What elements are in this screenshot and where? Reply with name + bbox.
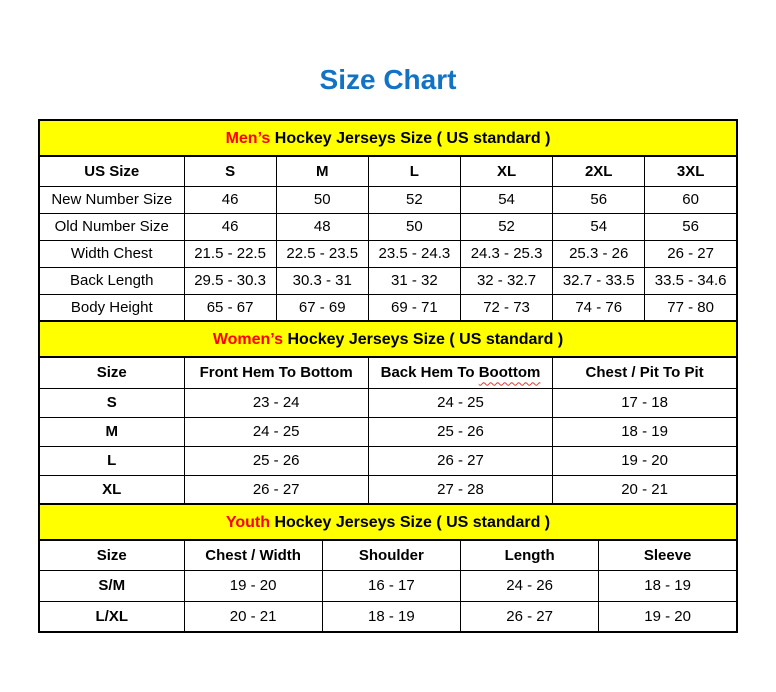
size-value-cell: 22.5 - 23.5 [276, 240, 368, 267]
column-header: US Size [39, 156, 184, 186]
size-value-cell: 69 - 71 [368, 294, 460, 321]
size-value-cell: 25 - 26 [368, 417, 552, 446]
mens-band-text: Hockey Jerseys Size ( US standard ) [270, 130, 551, 147]
size-value-cell: 17 - 18 [553, 388, 737, 417]
row-label: S [39, 388, 184, 417]
womens-size-section [38, 320, 738, 505]
size-value-cell: 19 - 20 [553, 446, 737, 475]
size-value-cell: 52 [368, 186, 460, 213]
table-row [39, 294, 737, 321]
row-label: XL [39, 475, 184, 504]
row-label: Width Chest [39, 240, 184, 267]
size-value-cell: 52 [460, 213, 552, 240]
size-value-cell: 32.7 - 33.5 [553, 267, 645, 294]
mens-section-band [38, 119, 738, 157]
table-row [39, 388, 737, 417]
youth-size-table [38, 539, 738, 633]
size-value-cell: 33.5 - 34.6 [645, 267, 737, 294]
womens-section-band [38, 320, 738, 358]
womens-table-body [39, 388, 737, 504]
table-row [39, 446, 737, 475]
size-value-cell: 19 - 20 [184, 570, 322, 601]
womens-band-text: Hockey Jerseys Size ( US standard ) [283, 331, 564, 348]
column-header: 3XL [645, 156, 737, 186]
size-value-cell: 50 [276, 186, 368, 213]
youth-section-band [38, 503, 738, 541]
column-header: Chest / Width [184, 540, 322, 570]
size-value-cell: 60 [645, 186, 737, 213]
size-value-cell: 50 [368, 213, 460, 240]
size-tables-container [38, 119, 738, 633]
column-header: S [184, 156, 276, 186]
size-value-cell: 74 - 76 [553, 294, 645, 321]
column-header: L [368, 156, 460, 186]
size-value-cell: 32 - 32.7 [460, 267, 552, 294]
size-value-cell: 26 - 27 [461, 601, 599, 632]
size-value-cell: 65 - 67 [184, 294, 276, 321]
size-value-cell: 31 - 32 [368, 267, 460, 294]
youth-band-highlight: Youth [225, 514, 270, 531]
size-value-cell: 72 - 73 [460, 294, 552, 321]
size-value-cell: 18 - 19 [599, 570, 737, 601]
size-value-cell: 21.5 - 22.5 [184, 240, 276, 267]
size-value-cell: 46 [184, 213, 276, 240]
column-header: Back Hem To Boottom [368, 357, 552, 388]
table-row [39, 213, 737, 240]
size-value-cell: 77 - 80 [645, 294, 737, 321]
mens-size-table [38, 155, 738, 322]
table-row [39, 267, 737, 294]
row-label: M [39, 417, 184, 446]
size-value-cell: 24 - 25 [368, 388, 552, 417]
column-header: 2XL [553, 156, 645, 186]
mens-header-row [39, 156, 737, 186]
size-value-cell: 48 [276, 213, 368, 240]
size-value-cell: 25 - 26 [184, 446, 368, 475]
youth-size-section [38, 503, 738, 633]
size-value-cell: 24 - 26 [461, 570, 599, 601]
row-label: Old Number Size [39, 213, 184, 240]
column-header: XL [460, 156, 552, 186]
table-row [39, 186, 737, 213]
table-row [39, 475, 737, 504]
row-label: New Number Size [39, 186, 184, 213]
size-value-cell: 46 [184, 186, 276, 213]
size-value-cell: 30.3 - 31 [276, 267, 368, 294]
size-value-cell: 18 - 19 [553, 417, 737, 446]
table-row [39, 417, 737, 446]
size-value-cell: 67 - 69 [276, 294, 368, 321]
column-header: Shoulder [322, 540, 460, 570]
column-header: Length [461, 540, 599, 570]
column-header: Size [39, 357, 184, 388]
column-header: M [276, 156, 368, 186]
size-value-cell: 56 [645, 213, 737, 240]
mens-band-highlight: Men’s [225, 130, 271, 147]
womens-header-row [39, 357, 737, 388]
size-value-cell: 29.5 - 30.3 [184, 267, 276, 294]
column-header: Front Hem To Bottom [184, 357, 368, 388]
row-label: S/M [39, 570, 184, 601]
size-value-cell: 26 - 27 [368, 446, 552, 475]
size-value-cell: 20 - 21 [184, 601, 322, 632]
size-value-cell: 24.3 - 25.3 [460, 240, 552, 267]
youth-header-row [39, 540, 737, 570]
size-value-cell: 20 - 21 [553, 475, 737, 504]
size-value-cell: 27 - 28 [368, 475, 552, 504]
size-value-cell: 56 [553, 186, 645, 213]
size-value-cell: 16 - 17 [322, 570, 460, 601]
row-label: Body Height [39, 294, 184, 321]
misspelled-word: Boottom [478, 364, 541, 382]
page-title: Size Chart [319, 64, 457, 95]
table-row [39, 240, 737, 267]
size-value-cell: 19 - 20 [599, 601, 737, 632]
size-value-cell: 54 [460, 186, 552, 213]
size-value-cell: 23 - 24 [184, 388, 368, 417]
column-header: Sleeve [599, 540, 737, 570]
column-header: Chest / Pit To Pit [553, 357, 737, 388]
table-row [39, 570, 737, 601]
row-label: Back Length [39, 267, 184, 294]
row-label: L [39, 446, 184, 475]
column-header: Size [39, 540, 184, 570]
size-value-cell: 26 - 27 [645, 240, 737, 267]
size-value-cell: 54 [553, 213, 645, 240]
youth-band-text: Hockey Jerseys Size ( US standard ) [270, 514, 551, 531]
size-value-cell: 24 - 25 [184, 417, 368, 446]
size-value-cell: 25.3 - 26 [553, 240, 645, 267]
mens-size-section [38, 119, 738, 322]
size-value-cell: 23.5 - 24.3 [368, 240, 460, 267]
mens-table-body [39, 186, 737, 321]
row-label: L/XL [39, 601, 184, 632]
table-row [39, 601, 737, 632]
size-value-cell: 26 - 27 [184, 475, 368, 504]
womens-band-highlight: Women’s [212, 331, 284, 348]
size-value-cell: 18 - 19 [322, 601, 460, 632]
womens-size-table [38, 356, 738, 505]
youth-table-body [39, 570, 737, 632]
